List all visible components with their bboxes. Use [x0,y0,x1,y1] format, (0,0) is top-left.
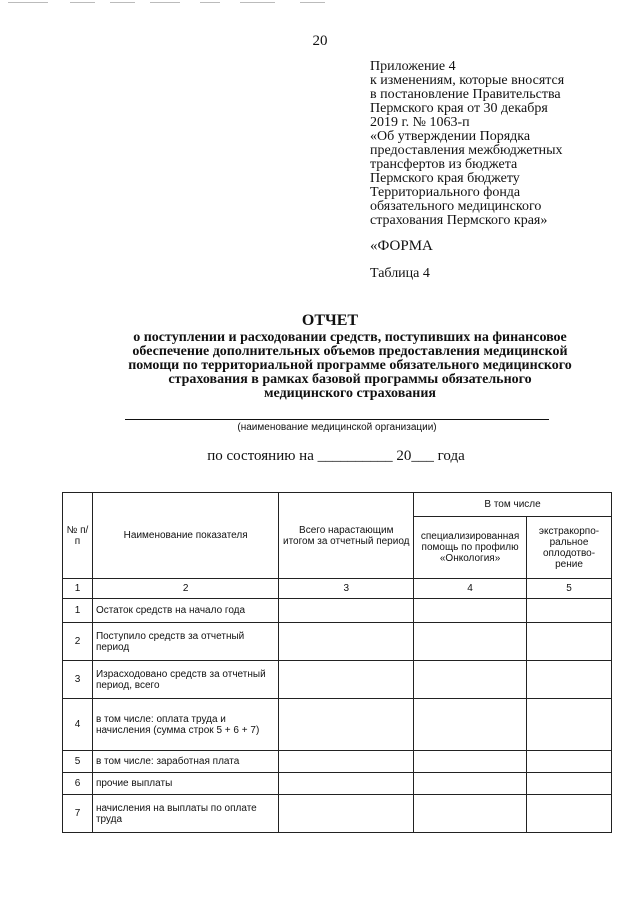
value-cell[interactable] [527,661,612,699]
appendix-line: к изменениям, которые вносятся [370,73,565,88]
column-number-row [63,579,612,599]
value-cell[interactable] [279,623,414,661]
value-cell[interactable] [527,751,612,773]
header-oncology: специализированная помощь по профилю «Онкология» [414,517,527,579]
row-label: Остаток средств на начало года [92,599,278,623]
row-label: в том числе: заработная плата [92,751,278,773]
table-row [63,661,612,699]
row-label: Поступило средств за отчетный период [92,623,278,661]
table-row [63,773,612,795]
row-label: Израсходовано средств за отчетный период, всего [92,661,278,699]
table-row [63,699,612,751]
value-cell[interactable] [279,751,414,773]
value-cell[interactable] [527,623,612,661]
value-cell[interactable] [279,699,414,751]
subtitle-line: обеспечение дополнительных объемов предоставления медицинской [132,344,568,359]
organization-name-line[interactable] [125,419,549,420]
column-number: 1 [63,579,93,599]
appendix-line: Пермского края от 30 декабря [370,101,548,116]
row-number: 7 [63,795,93,833]
table-row [63,751,612,773]
appendix-line: 2019 г. № 1063-п [370,115,470,130]
page-number: 20 [312,33,328,49]
header-name: Наименование показателя [92,493,278,579]
header-row [63,493,612,517]
column-number: 5 [527,579,612,599]
table-row [63,795,612,833]
header-ivf: экстракорпо-ральное оплодотво-рение [527,517,612,579]
appendix-line: Территориального фонда [370,185,521,200]
value-cell[interactable] [414,623,527,661]
value-cell[interactable] [414,599,527,623]
subtitle-line: о поступлении и расходовании средств, поступивших на финансовое [133,330,567,345]
value-cell[interactable] [414,773,527,795]
value-cell[interactable] [279,795,414,833]
row-number: 1 [63,599,93,623]
value-cell[interactable] [279,599,414,623]
row-number: 5 [63,751,93,773]
appendix-line: в постановление Правительства [370,87,561,102]
appendix-line: «Об утверждении Порядка [370,129,531,144]
subtitle-line: помощи по территориальной программе обязательного медицинского [128,358,572,373]
column-number: 3 [279,579,414,599]
header-total: Всего нарастающим итогом за отчетный период [279,493,414,579]
header-including: В том числе [414,493,612,517]
value-cell[interactable] [414,795,527,833]
report-table [62,492,612,833]
column-number: 2 [92,579,278,599]
appendix-line: Приложение 4 [370,59,456,74]
table-row [63,623,612,661]
value-cell[interactable] [414,699,527,751]
value-cell[interactable] [527,699,612,751]
report-subtitle [70,331,630,401]
column-number: 4 [414,579,527,599]
appendix-line: Пермского края бюджету [370,171,520,186]
table-row [63,599,612,623]
row-number: 4 [63,699,93,751]
scan-edge-artifact [0,0,640,6]
table-number: Таблица 4 [370,266,430,281]
value-cell[interactable] [279,773,414,795]
appendix-line: обязательного медицинского [370,199,542,214]
report-title: ОТЧЕТ [301,312,359,329]
appendix-note [370,60,620,228]
value-cell[interactable] [527,599,612,623]
header-num: № п/п [63,493,93,579]
value-cell[interactable] [414,751,527,773]
value-cell[interactable] [414,661,527,699]
appendix-line: страхования Пермского края» [370,213,548,228]
organization-caption: (наименование медицинской организации) [237,422,437,433]
appendix-line: предоставления межбюджетных [370,143,563,158]
row-label: начисления на выплаты по оплате труда [92,795,278,833]
value-cell[interactable] [527,795,612,833]
subtitle-line: страхования в рамках базовой программы обязательного [168,372,532,387]
date-line: по состоянию на __________ 20___ года [207,448,465,464]
row-label: в том числе: оплата труда и начисления (сумма строк 5 + 6 + 7) [92,699,278,751]
subtitle-line: медицинского страхования [264,386,436,401]
value-cell[interactable] [279,661,414,699]
value-cell[interactable] [527,773,612,795]
row-number: 2 [63,623,93,661]
row-number: 3 [63,661,93,699]
appendix-line: трансфертов из бюджета [370,157,518,172]
form-label: «ФОРМА [370,238,433,254]
row-number: 6 [63,773,93,795]
row-label: прочие выплаты [92,773,278,795]
